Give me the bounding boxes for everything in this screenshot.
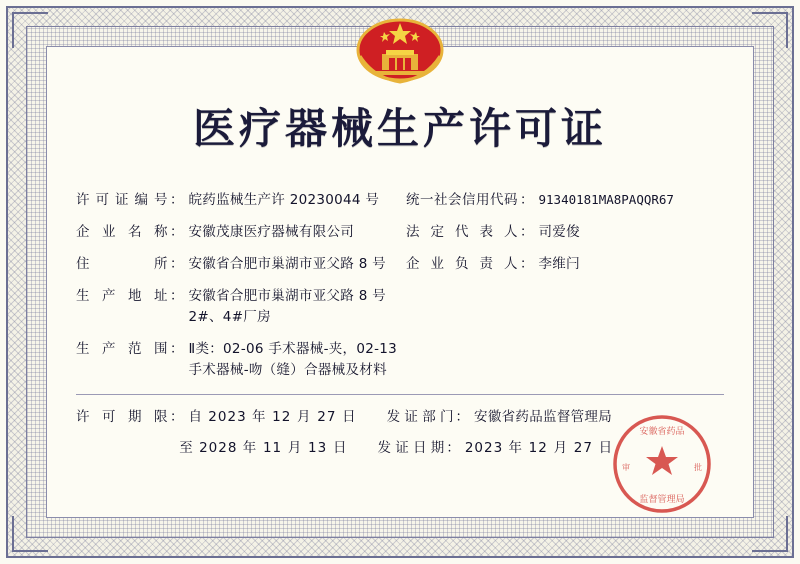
to-prefix: 至	[179, 440, 194, 457]
day-unit: 日	[332, 440, 348, 457]
scope-values	[189, 339, 398, 381]
scope-value-line1: Ⅱ类：02-06 手术器械-夹，02-13	[188, 340, 398, 357]
svg-text:安徽省药品: 安徽省药品	[639, 427, 685, 437]
field-person-in-charge	[406, 254, 724, 275]
from-prefix: 自	[188, 409, 203, 426]
from-day: 27	[317, 409, 337, 426]
valid-to-dates	[179, 438, 347, 459]
field-scope	[76, 339, 724, 381]
credit-code-label: 统一社会信用代码	[406, 192, 518, 208]
field-license-no	[76, 190, 406, 211]
field-production-address	[76, 286, 724, 328]
corner-ornament-top-right	[752, 12, 788, 48]
row-address	[76, 254, 724, 275]
corner-ornament-bottom-left	[12, 516, 48, 552]
legal-rep-value: 司爱俊	[538, 223, 580, 240]
to-year: 2028	[199, 440, 238, 457]
day-unit: 日	[598, 440, 614, 457]
colon-separator: ：	[520, 255, 534, 272]
month-unit: 月	[287, 440, 303, 457]
colon-separator: ：	[520, 223, 534, 240]
corner-ornament-bottom-right	[752, 516, 788, 552]
issue-date-label: 发 证 日 期	[377, 440, 445, 457]
issue-month: 12	[528, 440, 548, 457]
corner-ornament-top-left	[12, 12, 48, 48]
production-address-value-line2: 2#、4#厂房	[188, 308, 271, 325]
colon-separator: ：	[170, 192, 184, 208]
emblem-container	[76, 16, 724, 90]
legal-rep-label: 法定代表人	[406, 223, 518, 240]
person-in-charge-label: 企业负责人	[406, 255, 518, 272]
issuing-authority-value: 安徽省药品监督管理局	[474, 409, 613, 426]
year-unit: 年	[242, 440, 258, 457]
valid-period-label-spacer	[76, 438, 168, 459]
day-unit: 日	[342, 409, 357, 426]
row-scope	[76, 339, 724, 381]
validity-section	[76, 407, 724, 459]
credit-code-value: 91340181MA8PAQQR67	[538, 192, 674, 207]
section-divider	[76, 394, 724, 395]
issuing-authority-label: 发 证 部 门	[386, 409, 454, 426]
field-company	[76, 222, 406, 243]
to-month: 11	[262, 440, 283, 457]
national-emblem-icon	[348, 16, 452, 90]
scope-value-line2: 手术器械-吻（缝）合器械及材料	[188, 361, 387, 378]
svg-text:审: 审	[622, 463, 630, 472]
from-month: 12	[272, 409, 292, 426]
colon-separator: ：	[455, 409, 470, 426]
colon-separator: ：	[446, 440, 460, 457]
row-valid-from	[76, 407, 724, 428]
fields-section	[76, 190, 724, 459]
production-address-label: 生产地址	[76, 287, 168, 304]
row-license-no	[76, 190, 724, 211]
year-unit: 年	[251, 409, 267, 426]
month-unit: 月	[297, 409, 312, 426]
colon-separator: ：	[170, 255, 184, 272]
colon-separator: ：	[170, 409, 184, 426]
valid-period-label: 许可期限	[76, 409, 168, 426]
issue-date-value	[465, 438, 613, 459]
scope-label: 生产范围	[76, 340, 168, 357]
address-label: 住所	[76, 255, 168, 272]
colon-spacer	[170, 438, 174, 459]
company-value: 安徽茂康医疗器械有限公司	[188, 223, 355, 240]
to-day: 13	[308, 440, 328, 457]
svg-text:监督管理局: 监督管理局	[639, 495, 685, 505]
person-in-charge-value: 李维闩	[538, 255, 580, 272]
row-production-address	[76, 286, 724, 328]
month-unit: 月	[553, 440, 569, 457]
company-label: 企业名称	[76, 223, 168, 240]
colon-separator: ：	[520, 192, 534, 208]
address-value: 安徽省合肥市巢湖市亚父路 8 号	[188, 255, 386, 272]
issue-year: 2023	[464, 440, 504, 457]
field-credit-code	[406, 190, 724, 211]
valid-from-dates	[189, 407, 357, 428]
colon-separator: ：	[170, 287, 184, 304]
issue-day: 27	[573, 440, 593, 457]
page-title: 医疗器械生产许可证	[192, 104, 607, 153]
license-no-value: 皖药监械生产许 20230044 号	[188, 192, 380, 208]
row-company	[76, 222, 724, 243]
license-no-label: 许可证编号	[76, 192, 168, 208]
row-valid-to	[76, 438, 724, 459]
field-address	[76, 254, 406, 275]
colon-separator: ：	[170, 223, 184, 240]
from-year: 2023	[208, 409, 247, 426]
production-address-value-line1: 安徽省合肥市巢湖市亚父路 8 号	[188, 287, 386, 304]
production-address-values	[189, 286, 386, 328]
year-unit: 年	[508, 440, 523, 457]
colon-separator: ：	[170, 340, 184, 357]
field-legal-rep	[406, 222, 724, 243]
certificate-content	[46, 46, 754, 518]
svg-text:批: 批	[694, 463, 702, 472]
